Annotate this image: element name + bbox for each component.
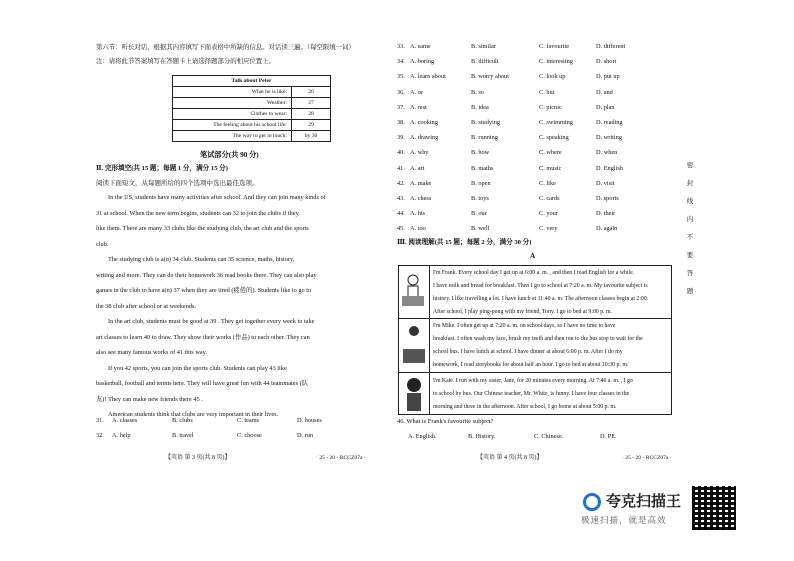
scanner-logo: [583, 493, 601, 511]
table-row: Clothes to wear: 28: [173, 109, 331, 120]
option-c: C. favourite: [539, 43, 570, 50]
option-a: A. rest: [410, 103, 427, 111]
option-number: 35.: [397, 73, 405, 81]
table-row: The way to get in touch: by 30: [173, 131, 331, 142]
passage-line: American students think that clubs are very important in their lives.: [108, 411, 279, 418]
passage-line: games in the club to have a(n) 37 when they are tired (疲倦的). Students like to go to: [96, 287, 312, 294]
option-c: C. but: [539, 88, 555, 96]
reading-row-kate: I'm Kate. I run with my sister, Jane, for 20 minutes every morning. At 7:40 a. m. , I go to school by bus. Our Chinese teacher, Mr. White, is funny. I have four classes in the morning and three in the afternoon. After school, I go home at about 5:00 p. m.: [399, 372, 671, 415]
footer-right: 【英语 第 4 页(共 8 页)】: [477, 455, 543, 461]
option-a: A. same: [410, 43, 431, 50]
option-c: C. like: [539, 179, 556, 187]
option-c: C. where: [539, 149, 562, 157]
option-b: B. running: [471, 134, 498, 142]
option-a: A. or: [410, 88, 423, 96]
table-row: Weather: 27: [173, 98, 331, 109]
passage-line: 友)! They can make new friends there 45 .: [96, 395, 203, 403]
passage-line: In the art club, students must be good at 39 . They get together every week to take: [108, 318, 315, 325]
option-a: A. cooking: [410, 119, 438, 126]
option-d: D. again: [596, 225, 618, 233]
reading-row-frank: I'm Frank. Every school day I get up at 6:00 a. m. , and then I read English for a while. I have milk and bread for breakfast. Then I go to school at 7:20 a. m. My favourite subject is history. I like travelling a lot. I have lunch at 11:40 a. m. The afternoon classes begin at 2:00. After school, I play ping-pong with my friend, Tony. I go to bed at 9:00 p. m.: [399, 266, 671, 318]
option-a: A. boring: [410, 58, 435, 66]
option-b: B. so: [471, 88, 484, 96]
footer-left-code: · 25 - 20 - RCCZ07a ·: [316, 455, 366, 461]
option-b: B. worry about: [471, 73, 509, 81]
option-b: B. difficult: [471, 58, 499, 66]
boy-bus-image: [399, 319, 430, 373]
passage-line: also see many famous works of 41 this way.: [96, 349, 207, 356]
option-number: 39.: [397, 134, 405, 142]
option-b: B. similar: [471, 43, 496, 50]
option-b: B. maths: [471, 164, 494, 172]
scanner-slogan: 极速扫描，就是高效: [581, 516, 667, 526]
option-a: A. his: [410, 210, 426, 218]
passage-line: basketball, football and tennis here. They will have great fun with 44 teammates (队: [96, 380, 308, 387]
passage-line: like them. There are many 33 clubs like the studying club, the art club and the sports: [96, 225, 309, 232]
option-number: 38.: [397, 119, 405, 126]
option-d: D. when: [596, 149, 618, 157]
option-b: B. well: [471, 225, 490, 233]
section6-note: 注：请将此节答案填写在答题卡上请选择题部分的相应位置上。: [96, 58, 275, 65]
q46-option-b: B. History.: [468, 433, 496, 440]
option-number: 44.: [397, 210, 405, 218]
passage-line: 31 at school. When the new term begins, students can 32 to join the clubs if they: [96, 209, 299, 217]
option-c: C. picnic: [539, 103, 562, 111]
option-number: 40.: [397, 149, 405, 157]
option-a: A. drawing: [410, 134, 439, 142]
option-number: 36.: [397, 88, 405, 96]
footer-left: 【英语 第 3 页(共 8 页)】: [165, 455, 231, 461]
boy-reading-image: [399, 266, 430, 318]
table-row: What he is like: 26: [173, 87, 331, 98]
option-number: 34.: [397, 58, 405, 66]
scanner-logo-icon: [583, 493, 601, 511]
table-row: The feeling about his school life: 29: [173, 120, 331, 131]
option-b: B. our: [471, 210, 487, 218]
reading-table: [398, 265, 672, 415]
option-d: D. their: [596, 210, 616, 218]
scanner-brand: 夸克扫描王: [606, 492, 682, 510]
passage-line: In the US, students have many activities after school. And they can join many kinds of: [108, 194, 326, 201]
option-number: 33.: [397, 43, 405, 50]
option-d: D. short: [596, 58, 617, 66]
option-a: A. learn about: [410, 73, 446, 81]
option-a: A. too: [410, 225, 426, 233]
option-number: 41.: [397, 164, 405, 172]
option-c: C. look up: [539, 73, 566, 81]
peter-table-title: Talk about Peter: [173, 76, 331, 87]
option-a: A. art: [410, 164, 425, 172]
option-b: B. how: [471, 149, 490, 157]
question-46: 46. What is Frank's favourite subject?: [397, 418, 494, 425]
q46-option-d: D. PE.: [600, 433, 617, 440]
q46-option-c: C. Chinese.: [534, 433, 564, 440]
option-c: C. music: [539, 164, 562, 172]
option-number: 37.: [397, 103, 405, 111]
passage-line: the 38 club after school or at weekends.: [96, 302, 197, 310]
passage-line: If you 42 sports, you can join the sports club. Students can play 43 like: [108, 364, 287, 372]
reading-row-mike: I'm Mike. I often get up at 7:20 a. m. on school days, so I have no time to have breakfast. I often wash my face, brush my teeth and then run to the bus stop to wait for the school bus. I have lunch at school. I have dinner at about 6:00 p. m. After I do my homework, I read storybooks for about half an hour. I go to bed at about 10:30 p. m.: [399, 318, 671, 373]
option-d: D. put up: [596, 73, 620, 81]
option-d: D. English: [596, 164, 623, 172]
option-c: C. your: [539, 210, 558, 218]
option-d: D. different: [596, 43, 626, 50]
footer-right-code: · 25 - 20 - RCCZ07a ·: [622, 455, 672, 461]
passage-line: writing and more. They can do their homework 36 read books there. They can also play: [96, 271, 317, 279]
option-d: D. sports: [596, 195, 619, 202]
passage-line: club.: [96, 240, 109, 248]
passage-line: art classes to learn 40 to draw. They show their works (作品) to each other. They can: [96, 333, 310, 341]
option-a: A. make: [410, 179, 432, 187]
q46-option-a: A. English.: [408, 433, 437, 440]
option-d: D. and: [596, 88, 613, 96]
passage-line: The studying club is a(n) 34 club. Students can 35 science, maths, history,: [108, 256, 295, 263]
section6-header: 第六节：听长对话，根据其内容填写下面表格中所缺的信息。对话读三遍。（每空限填一词）: [96, 44, 355, 51]
option-d: D. reading: [596, 119, 623, 126]
qr-code-icon: [692, 486, 736, 530]
cloze-instruction: 阅读下面短文，从每题所给的四个选项中选出最佳选项。: [96, 180, 259, 187]
option-number: 43.: [397, 195, 405, 202]
option-a: A. why: [410, 149, 429, 157]
reading-header: Ⅲ. 阅读理解(共 15 题；每题 2 分，满分 30 分): [397, 239, 532, 246]
option-d: D. plan: [596, 103, 615, 111]
option-c: C. speaking: [539, 134, 569, 142]
option-c: C. cards: [539, 195, 560, 202]
option-number: 42.: [397, 179, 405, 187]
cloze-passage: [96, 190, 372, 423]
option-number: 45.: [397, 225, 405, 233]
written-section-title: 笔试部分(共 90 分): [200, 151, 259, 159]
cloze-header: Ⅱ. 完形填空(共 15 题；每题 1 分，满分 15 分): [96, 165, 228, 172]
reading-label: A: [530, 252, 536, 260]
girl-image: [399, 373, 430, 415]
option-d: D. visit: [596, 179, 615, 187]
option-b: B. toys: [471, 195, 489, 202]
option-c: C. very: [539, 225, 558, 233]
option-a: A. chess: [410, 195, 432, 202]
option-d: D. writing: [596, 134, 622, 142]
option-b: B. open: [471, 179, 491, 187]
option-b: B. studying: [471, 119, 501, 126]
option-c: C. interesting: [539, 58, 573, 66]
option-b: B. idea: [471, 103, 489, 111]
peter-table: [172, 75, 331, 142]
option-c: C. swimming: [539, 119, 573, 126]
